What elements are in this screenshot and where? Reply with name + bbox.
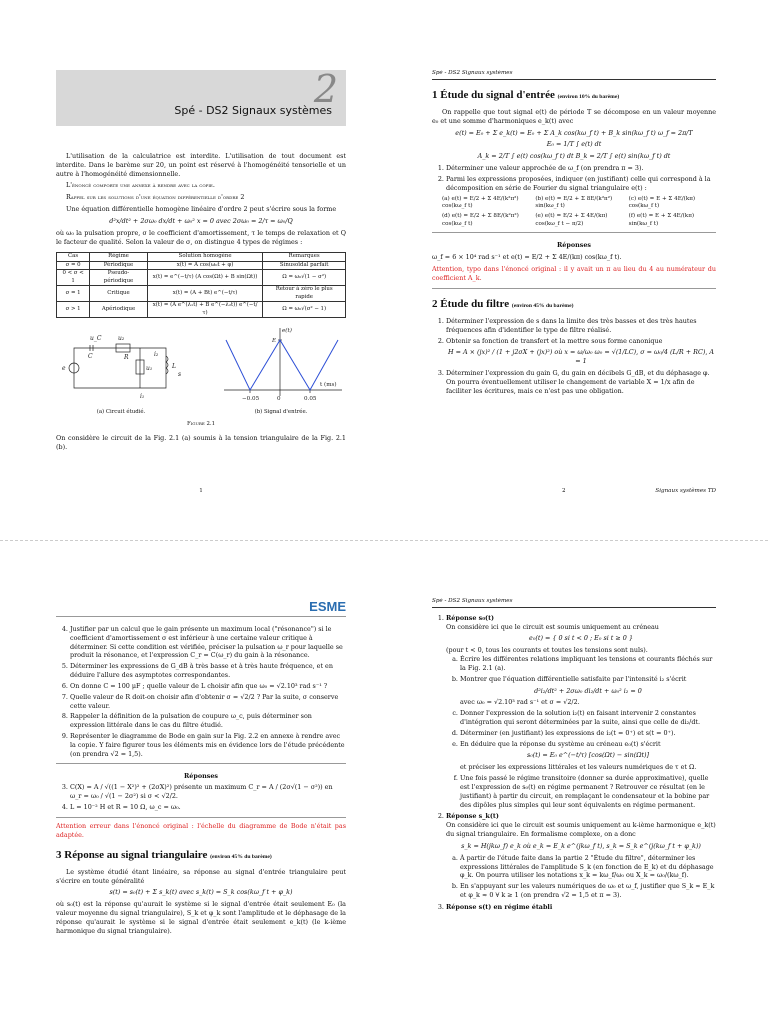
section-weight: (environ 45% du barème) (210, 853, 272, 860)
list-item (446, 903, 716, 912)
list-item: 4. L = 10⁻² H et R = 10 Ω, ω_c = ω₀. (70, 803, 346, 812)
section-3-details: où s₀(t) est la réponse qu'aurait le système si le signal d'entrée était seulement E₀ (la valeur moyenne du signal triangulaire), S_k et φ_k sont l'amplitude et le déphasage de la réponse qu'aurait le système si le signal d'entrée était seulement e_k(t) (le k-ième harmonique du signal triangulaire). (56, 900, 346, 935)
graph-x-label: t (ms) (320, 382, 337, 389)
coefficient-equation: A_k = 2/T ∫ e(t) cos(kω_f t) dt B_k = 2/T ∫ e(t) sin(kω_f t) dt (477, 152, 671, 161)
label-uc: u_C (90, 335, 102, 343)
table-header: Solution homogène (147, 253, 263, 261)
bode-warning: Attention erreur dans l'énoncé original : l'échelle du diagramme de Bode n'était pas adaptée. (56, 821, 346, 839)
item-title: Réponse s(t) en régime établi (446, 902, 553, 911)
section-title-text: 2 Étude du filtre (432, 297, 510, 310)
section-weight: (environ 45% du barème) (511, 302, 574, 309)
item-note: (pour t < 0, tous les courants et toutes les tensions sont nuls). (446, 646, 648, 655)
table-row (57, 302, 346, 318)
page-4 (432, 598, 716, 1024)
list-item: 2. Parmi les expressions proposées, indiquer (en justifiant) celle qui correspond à la décomposition en série de Fourier du signal triangulaire e(t) : (446, 175, 716, 193)
table-cell: Ω = ω₀√(1 − σ²) (263, 270, 346, 286)
typo-warning: Attention, typo dans l'énoncé original : il y avait un π au lieu du 4 au numérateur du coefficient A_k. (432, 265, 716, 282)
choice-item: (d) e(t) = E/2 + Σ 8E/(k²π²) cos(kω_f t) (442, 212, 519, 227)
ode-definitions: où ω₀ la pulsation propre, σ le coefficient d'amortissement, τ le temps de relaxation et Q le facteur de qualité. Selon la valeur de σ, on distingue 4 types de régimes : (56, 228, 346, 246)
table-cell: x(t) = e^(−t/τ) (A cos(Ωt) + B sin(Ωt)) (147, 270, 263, 286)
list-item: b. En s'appuyant sur les valeurs numériques de ω₀ et ω_f, justifier que S_k ≈ E_k et φ_k ≈ 0 ∀ k ≥ 1 (on prendra √2 = 1,5 et π = 3). (460, 882, 716, 900)
list-item-text: et préciser les expressions littérales et les valeurs numériques de τ et Ω. (460, 763, 697, 772)
transfer-function: H = A × (jx)² / (1 + j2σX + (jx)²) où x = ω/ω₀ ω₀ = √(1/LC), σ = ω₀/4 (L/R + RC), A = 1 (447, 348, 715, 366)
list-item: 7. Quelle valeur de R doit-on choisir afin d'obtenir σ = √2/2 ? Par la suite, σ conserve cette valeur. (70, 693, 346, 711)
choice-item: (c) e(t) = E + Σ 4E/(kπ) cos(kω_f t) (628, 195, 696, 210)
list-item-text: En déduire que la réponse du système au créneau e₀(t) s'écrit (460, 739, 661, 748)
figure-a-caption: (a) Circuit étudié. (96, 408, 146, 415)
reminder-heading: Rappel sur les solutions d'une équation différentielle d'ordre 2 (66, 193, 245, 202)
list-item: 5. Déterminer les expressions de G_dB à très basse et à très haute fréquence, et en déduire l'allure des asymptotes correspondantes. (70, 662, 346, 680)
section-title-text: 3 Réponse au signal triangulaire (56, 848, 208, 861)
figure-label: Figure 2.1 (186, 421, 216, 428)
table-cell: x(t) = (A e^(λ₁t) + B e^(−λ₂t)) e^(−t/τ) (147, 302, 263, 318)
list-item: 1. Déterminer une valeur approchée de ω_f (on prendra π = 3). (446, 164, 716, 173)
answers-box (432, 232, 716, 288)
list-item-text: avec ω₀ = √2.10³ rad s⁻¹ et σ = √2/2. (460, 698, 580, 707)
section-2-questions-cont (56, 625, 346, 759)
table-row (57, 261, 346, 269)
table-row (57, 286, 346, 302)
sub-questions (446, 655, 716, 809)
page-2 (432, 70, 716, 500)
graph-tick-pos: 0.05 (304, 396, 317, 403)
current-equation: d²i₂/dt² + 2σω₀ di₂/dt + ω₀² i₂ = 0 (534, 686, 642, 695)
label-c: C (88, 353, 93, 361)
ode-equation: d²x/dt² + 2σω₀ dx/dt + ω₀² x = 0 avec 2σω₀ = 2/τ = ω₀/Q (109, 216, 293, 225)
answers-title: Réponses (183, 771, 219, 780)
page-number: 2 (562, 488, 566, 495)
list-item: a. À partir de l'étude faite dans la partie 2 "Étude du filtre", déterminer les expressions littérales de l'amplitude S_k (en fonction de E_k) et du déphasage φ_k. On pourra utiliser les notations x_k = kω_f/ω₀ ou X_k = ω₀/(kω_f). (460, 854, 716, 880)
page-1 (56, 70, 346, 500)
section-3-title (56, 848, 346, 863)
table-cell: x(t) = (A + Bt) e^(−t/τ) (147, 286, 263, 302)
list-item: f. Une fois passé le régime transitoire (donner sa durée approximative), quelle est l'expression de s₀(t) en régime permanent ? Retrouver ce résultat (en le justifiant) à partir du circuit, en remplaçant le condensateur et la bobine par des dipôles plus simples qui leur sont équivalents en régime permanent. (460, 774, 716, 809)
page-number: 1 (199, 488, 203, 495)
annex-note: L'énoncé comporte une annexe à rendre avec la copie. (66, 181, 215, 190)
section-2-questions (432, 317, 716, 396)
chapter-title: Spé - DS2 Signaux systèmes (174, 103, 332, 117)
table-cell: σ = 0 (57, 261, 90, 269)
graph-y-label: e(t) (282, 328, 292, 335)
item-title: Réponse s₀(t) (446, 613, 495, 622)
chapter-number: 2 (313, 70, 338, 111)
item-intro: On considère ici que le circuit est soumis uniquement au k-ième harmonique e_k(t) du signal triangulaire. En formalisme complexe, on a donc (446, 821, 716, 839)
table-cell: Sinusoïdal parfait (263, 261, 346, 269)
sub-questions (446, 854, 716, 900)
choice-item: (e) e(t) = E/2 + Σ 4E/(kπ) cos(kω_f t − π/2) (535, 212, 608, 227)
label-i1: i₁ (140, 393, 145, 401)
harmonic-equation: s_k = H(jkω_f) e_k où e_k = E_k e^(jkω_f t), s_k = S_k e^(j(kω_f t + φ_k)) (461, 841, 701, 850)
section-1-title (432, 88, 716, 103)
list-item: a. Écrire les différentes relations impliquant les tensions et courants fléchés sur la Fig. 2.1 (a). (460, 655, 716, 673)
step-equation: e₀(t) = { 0 si t < 0 ; E₀ si t ≥ 0 } (529, 634, 633, 643)
list-item: 6. On donne C = 100 μF ; quelle valeur de L choisir afin que ω₀ = √2.10³ rad s⁻¹ ? (70, 682, 346, 691)
figure-b-caption: (b) Signal d'entrée. (254, 408, 308, 415)
table-cell: Retour à zéro le plus rapide (263, 286, 346, 302)
intro-paragraph: L'utilisation de la calculatrice est interdite. L'utilisation de tout document est interdite. Dans le barème sur 20, un point est réservé à l'homogénéité tensorielle et un autre à l'homogénéité dimensionnelle. (56, 152, 346, 178)
label-r-top: R (124, 354, 129, 362)
list-item: 3. Déterminer l'expression du gain G, du gain en décibels G_dB, et du déphasage φ. On pourra éventuellement utiliser le changement de variable X = 1/x afin de faciliter les écritures, mais ce n'est pas une obligation. (446, 369, 716, 395)
table-header: Cas (57, 253, 90, 261)
list-item (460, 675, 716, 707)
label-l: L (172, 363, 176, 371)
table-cell: Périodique (90, 261, 148, 269)
table-cell: Pseudo-périodique (90, 270, 148, 286)
label-i2: i₂ (154, 351, 159, 359)
section-2-title (432, 297, 716, 312)
page-gap (0, 540, 768, 541)
choice-item: (f) e(t) = E + Σ 4E/(kπ) sin(kω_f t) (628, 212, 695, 227)
table-cell: Apériodique (90, 302, 148, 318)
table-cell: 0 < σ < 1 (57, 270, 90, 286)
answer-equation: ω_f = 6 × 10⁴ rad s⁻¹ et e(t) = E/2 + Σ 4E/(kπ) cos(kω_f t). (432, 253, 622, 262)
item-intro: On considère ici que le circuit est soumis uniquement au créneau (446, 622, 659, 631)
running-header: Spé - DS2 Signaux systèmes (432, 70, 716, 80)
section-1-intro: On rappelle que tout signal e(t) de période T se décompose en un valeur moyenne e₀ et une somme d'harmoniques e_k(t) avec (432, 107, 716, 125)
step-response-equation: s₀(t) = E₀ e^(−t/τ) [cos(Ωt) − sin(Ωt)] (526, 751, 650, 760)
running-header: Spé - DS2 Signaux systèmes (432, 598, 716, 608)
table-cell: σ > 1 (57, 302, 90, 318)
table-header: Régime (90, 253, 148, 261)
list-item: c. Donner l'expression de la solution i₂(t) en faisant intervenir 2 constantes d'intégration qui seront déterminées par la suite, ainsi que celle de di₂/dt. (460, 709, 716, 727)
graph-e-label: E (272, 338, 277, 345)
list-item (446, 614, 716, 810)
figure-b (216, 324, 346, 416)
section-3-questions (432, 614, 716, 912)
table-cell: Ω = ω₀√(σ² − 1) (263, 302, 346, 318)
mean-equation: E₀ = 1/T ∫ e(t) dt (546, 140, 602, 149)
ode-intro: Une équation différentielle homogène linéaire d'ordre 2 peut s'écrire sous la forme (66, 205, 337, 214)
input-signal-graph (216, 324, 346, 406)
label-u1: u₁ (146, 365, 153, 373)
label-s: s (178, 371, 182, 379)
list-item: 3. C(X) = A / √((1 − X²)² + (2σX)²) présente un maximum C_r = A / (2σ√(1 − σ²)) en ω_r = ω₀ / √(1 − 2σ²) si σ < √2/2. (70, 783, 346, 801)
page-footer (432, 488, 716, 496)
list-item: 8. Rappeler la définition de la pulsation de coupure ω_c, puis déterminer son expression littérale dans le cas du filtre étudié. (70, 712, 346, 730)
fourier-equation: e(t) = E₀ + Σ e_k(t) = E₀ + Σ A_k cos(kω_f t) + B_k sin(kω_f t) ω_f = 2π/T (455, 128, 693, 137)
list-item: 1. Déterminer l'expression de s dans la limite des très basses et des très hautes fréquences afin d'identifier le type de filtre réalisé. (446, 317, 716, 335)
item-title: Réponse s_k(t) (446, 812, 499, 821)
esme-logo: ESME (56, 598, 346, 617)
figure-a (56, 328, 186, 416)
figure-2-1 (56, 324, 346, 416)
section-weight: (environ 10% du barème) (557, 93, 620, 100)
list-item: 9. Représenter le diagramme de Bode en gain sur la Fig. 2.2 en annexe à rendre avec la copie. Y faire figurer tous les éléments mis en évidence lors de l'étude précédente (on prendra √2 = 1,5). (70, 732, 346, 758)
answers-title: Réponses (556, 241, 592, 250)
list-item (446, 812, 716, 899)
table-row (57, 270, 346, 286)
list-item-text: Obtenir sa fonction de transfert et la mettre sous forme canonique (446, 336, 663, 345)
table-header: Remarques (263, 253, 346, 261)
table-cell: Critique (90, 286, 148, 302)
regimes-table (56, 252, 346, 318)
label-u2: u₂ (118, 335, 125, 343)
response-equation: s(t) = s₀(t) + Σ s_k(t) avec s_k(t) = S_k cos(kω_f t + φ_k) (109, 888, 293, 897)
choice-item: (b) e(t) = E/2 + Σ 8E/(k²π²) sin(kω_f t) (535, 195, 613, 210)
footer-course: Signaux systèmes TD (655, 488, 716, 495)
list-item (460, 740, 716, 772)
circuit-diagram (56, 328, 186, 406)
section-title-text: 1 Étude du signal d'entrée (432, 88, 555, 101)
table-cell: σ = 1 (57, 286, 90, 302)
figure-text: On considère le circuit de la Fig. 2.1 (a) soumis à la tension triangulaire de la Fig. 2.1 (b). (56, 433, 346, 451)
list-item-text: Montrer que l'équation différentielle satisfaite par l'intensité i₂ s'écrit (460, 674, 687, 683)
table-cell: x(t) = A cos(ω₀t + φ) (147, 261, 263, 269)
section-1-questions (432, 164, 716, 192)
answers-box (56, 763, 346, 818)
list-item: d. Déterminer (en justifiant) les expressions de i₂(t = 0⁺) et s(t = 0⁺). (460, 729, 716, 738)
answers-list (56, 783, 346, 811)
list-item (446, 337, 716, 366)
label-e: e (62, 365, 66, 373)
choices-grid (442, 196, 716, 229)
graph-tick-neg: −0.05 (242, 396, 260, 403)
chapter-title-box (56, 70, 346, 126)
page-3 (56, 598, 346, 1024)
list-item: 4. Justifier par un calcul que le gain présente un maximum local ("résonance") si le coefficient d'amortissement σ est inférieur à une certaine valeur critique à déterminer. Si cette condition est vérifiée, préciser la pulsation ω_r pour laquelle se produit la résonance, et l'expression C_r = C(ω_r) du gain à la résonance. (70, 625, 346, 660)
graph-tick-zero: 0 (277, 396, 281, 403)
section-3-intro: Le système étudié étant linéaire, sa réponse au signal d'entrée triangulaire peut s'écrire en toute généralité (56, 867, 346, 885)
choice-item: (a) e(t) = E/2 + Σ 4E/(k²π²) cos(kω_f t) (442, 195, 519, 210)
